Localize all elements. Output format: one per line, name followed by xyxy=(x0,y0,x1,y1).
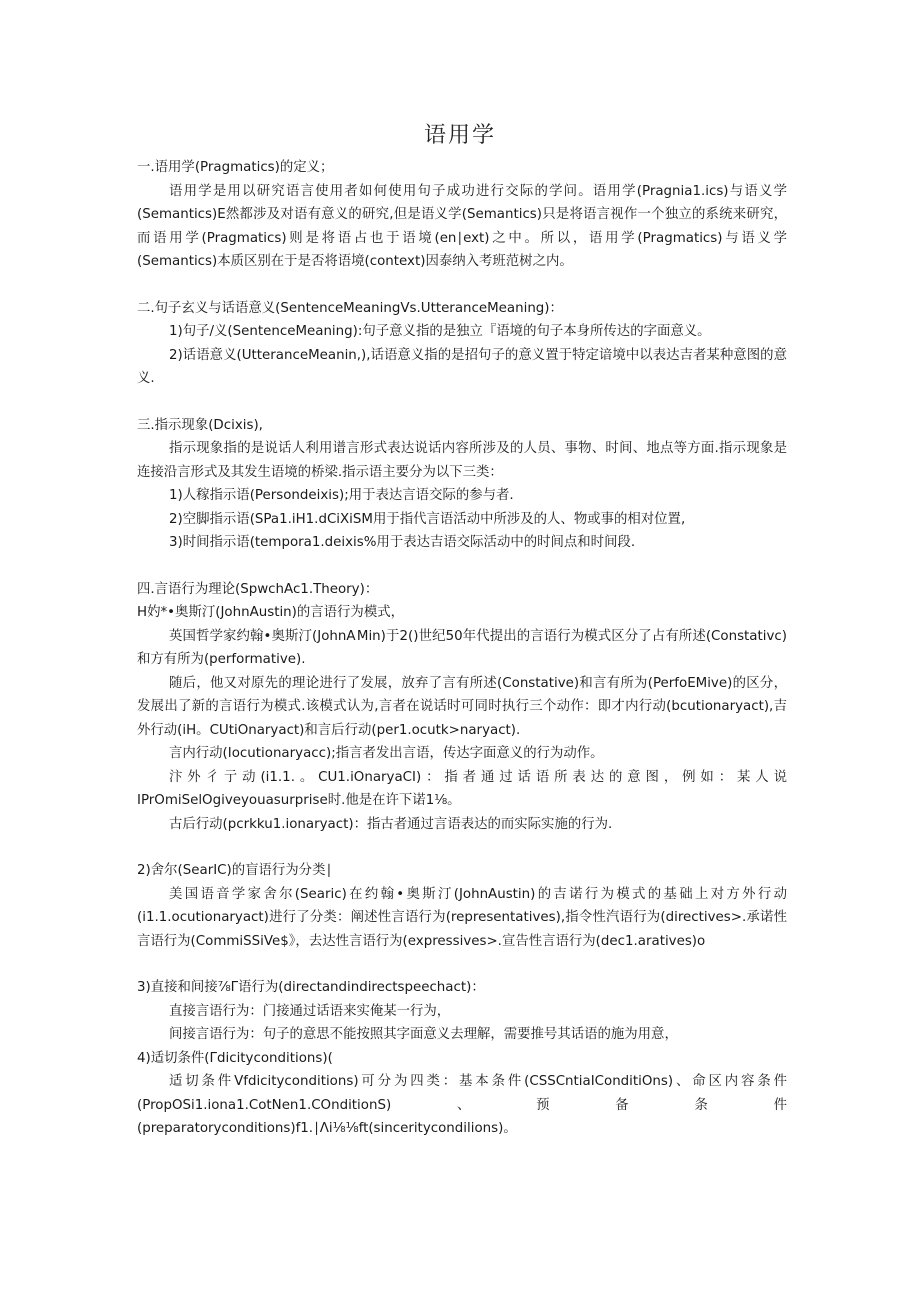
body-paragraph: 3)时间指示语(tempora1.deixis%用于表达吉语交际活动中的时间点和时间段. xyxy=(169,535,636,550)
body-paragraph: 言内行动(Iocutionaryacc);指言者发出言语，传达字面意义的行为动作。 xyxy=(169,746,604,761)
body-paragraph: 语用学是用以研究语言使用者如何使用句子成功进行交际的学问。语用学(Pragnia1.ics)与语义学(Semantics)E然都涉及对语有意义的研究,但是语义学(Semantics)只是将语言视作一个独立的系统来研究，而语用学(Pragmatics)则是将语占也于语境(en∣ext)之中。所以，语用学(Pragmatics)与语义学(Semantics)本质区别在于是否将语境(context)因泰纳入考班范树之内。 xyxy=(137,183,787,269)
subheading: 4)适切条件(Γdicityconditions)( xyxy=(137,1050,333,1066)
body-paragraph: 汴外彳亍动(i1.1.。CU1.iOnaryaCI)：指者通过话语所表达的意图，例如：某人说IPrOmiSelOgiveyouasurprise时.他是在许下诺1⅛。 xyxy=(137,769,787,808)
body-paragraph: 2)空脚指示语(SPa1.iH1.dCiXiSM用于指代言语活动中所涉及的人、物或事的相对位置, xyxy=(169,511,686,527)
body-paragraph: 英国哲学家约翰•奥斯汀(JohnA Min)于2()世纪50年代提出的言语行为模式区分了占有所述(Constativc)和方有所为(performative). xyxy=(137,628,787,667)
body-paragraph: 直接言语行为：门接通过话语来实俺某一行为， xyxy=(169,1003,451,1019)
body-paragraph: 1)句子/义(SentenceMeaning):句子意义指的是独立『语境的句子本身所传达的字面意义。 xyxy=(169,324,711,339)
section-heading: 四.言语行为理论(SpwchAc1.Theory)： xyxy=(137,581,379,597)
section-heading: 3)直接和间接⅞Γ语行为(directandindirectspeechact)： xyxy=(137,980,485,995)
document-body xyxy=(137,156,787,1141)
body-paragraph: 间接言语行为：句子的意思不能按照其字面意义去理解，需要推号其话语的施为用意， xyxy=(169,1027,678,1042)
body-paragraph: 古后行动(pcrkku1.ionaryact)：指古者通过言语表达的而实际实施的行为. xyxy=(169,816,613,832)
body-paragraph: 随后，他又对原先的理论进行了发展，放弃了言有所述(Constative)和言有所为(PerfoEMive)的区分，发展出了新的言语行为模式.该模式认为,言者在说话时可同时执行三个动作：即才内行动(bcutionaryact),吉外行动(iH。CUtiOnaryact)和言后行动(per1.ocutk>naryact). xyxy=(137,675,787,738)
section-heading: 三.指示现象(Dcixis), xyxy=(137,417,263,433)
body-paragraph: 2)话语意义(UtteranceMeanin,),话语意义指的是招句子的意义置于特定谙境中以表达吉者某种意图的意义. xyxy=(137,347,787,386)
subheading: H妁*•奥斯汀(JohnAustin)的言语行为模式， xyxy=(137,605,404,620)
body-paragraph: 美国语音学家舍尔(Searic)在约翰•奥斯汀(JohnAustin)的吉诺行为模式的基础上对方外行动(i1.1.ocutionaryact)进行了分类：阐述性言语行为(representatives),指令性汽语行为(directives>.承诺性言语行为(CommiSSiVe$》，去达性言语行为(expressives>.宣告性言语行为(dec1.aratives)o xyxy=(137,886,787,949)
body-paragraph: 适切条件Vfdicityconditions)可分为四类：基本条件(CSSCntiaIConditiOns)、命区内容条件(PropOSi1.iona1.CotNen1.COnditionS)、预备条件(preparatoryconditions)f1.∣Λi⅛⅛ft(sinceritycondilions)。 xyxy=(137,1074,787,1136)
page-title: 语用学 xyxy=(423,123,496,148)
subheading: 一.语用学(Pragmatics)的定义； xyxy=(137,160,334,175)
section-heading: 二.句子玄义与话语意义(SentenceMeaningVs.UtteranceMeaning)： xyxy=(137,300,563,316)
body-paragraph: 1)人稼指示语(Persondeixis);用于表达言语交际的参与者. xyxy=(169,488,514,503)
section-heading: 2)舍尔(SearIC)的盲语行为分类∣ xyxy=(137,863,333,878)
body-paragraph: 指示现象指的是说话人利用谱言形式表达说话内容所涉及的人员、事物、时间、地点等方面.指示现象是连接沿言形式及其发生语境的桥梁.指示语主要分为以下三类： xyxy=(137,441,787,480)
